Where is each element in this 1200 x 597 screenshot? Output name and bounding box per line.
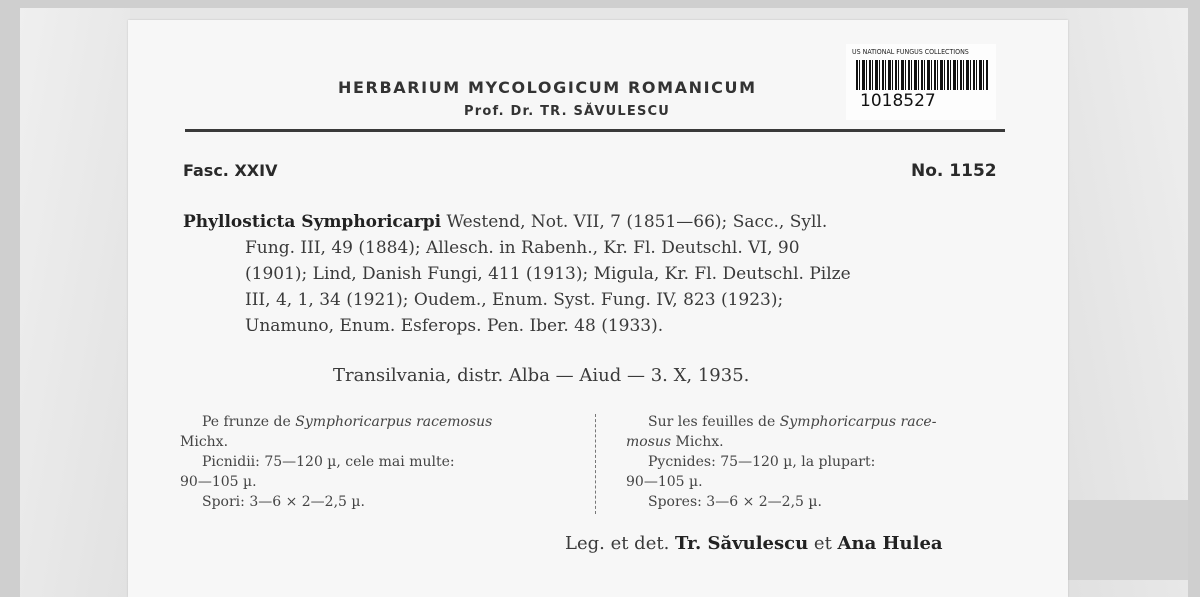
spores-line: Spori: 3—6 × 2—2,5 µ. xyxy=(202,494,365,510)
pycnidia-line: 90—105 µ. xyxy=(626,474,703,490)
host-author: Michx. xyxy=(180,434,229,450)
collector-name: Tr. Săvulescu xyxy=(675,533,809,554)
collector-line: Leg. et det. Tr. Săvulescu et Ana Hulea xyxy=(565,533,943,554)
barcode-number: 1018527 xyxy=(860,91,936,111)
species-citation xyxy=(183,209,1008,339)
envelope-fold xyxy=(1068,500,1188,580)
fascicle: Fasc. XXIV xyxy=(183,161,278,180)
citation-line: (1901); Lind, Danish Fungi, 411 (1913); Migula, Kr. Fl. Deutschl. Pilze xyxy=(245,264,851,284)
herbarium-title: HERBARIUM MYCOLOGICUM ROMANICUM xyxy=(338,78,757,97)
description-french xyxy=(626,412,1011,512)
host-name: Symphoricarpus racemosus xyxy=(295,414,493,430)
pycnidia-line: Picnidii: 75—120 µ, cele mai multe: xyxy=(202,454,455,470)
specimen-label xyxy=(128,20,1068,597)
column-divider xyxy=(595,414,596,514)
citation-line: Fung. III, 49 (1884); Allesch. in Rabenh., Kr. Fl. Deutschl. VI, 90 xyxy=(245,238,800,258)
citation-line: III, 4, 1, 34 (1921); Oudem., Enum. Syst. Fung. IV, 823 (1923); xyxy=(245,290,784,310)
citation-line: Unamuno, Enum. Esferops. Pen. Iber. 48 (1933). xyxy=(245,316,664,336)
barcode-label xyxy=(846,44,996,120)
host-line: mosus Michx. xyxy=(626,434,724,450)
pycnidia-line: 90—105 µ. xyxy=(180,474,257,490)
citation-line: Phyllosticta Symphoricarpi Westend, Not. VII, 7 (1851—66); Sacc., Syll. xyxy=(183,212,828,232)
herbarium-curator: Prof. Dr. TR. SĂVULESCU xyxy=(464,104,671,119)
host-name: Symphoricarpus race- xyxy=(779,414,937,430)
header-rule xyxy=(185,129,1005,132)
envelope-left-flap xyxy=(20,8,130,597)
spores-line: Spores: 3—6 × 2—2,5 µ. xyxy=(648,494,822,510)
collector-name: Ana Hulea xyxy=(837,533,943,554)
host-line: Sur les feuilles de Symphoricarpus race- xyxy=(648,414,937,430)
locality: Transilvania, distr. Alba — Aiud — 3. X, 1935. xyxy=(333,365,750,386)
pycnidia-line: Pycnides: 75—120 µ, la plupart: xyxy=(648,454,876,470)
host-line: Pe frunze de Symphoricarpus racemosus xyxy=(202,414,493,430)
barcode-collection: US NATIONAL FUNGUS COLLECTIONS xyxy=(852,48,969,56)
species-name: Phyllosticta Symphoricarpi xyxy=(183,212,442,232)
barcode-icon xyxy=(856,60,988,90)
description-romanian xyxy=(180,412,575,512)
specimen-number: No. 1152 xyxy=(911,161,997,181)
host-name: mosus xyxy=(626,434,672,450)
